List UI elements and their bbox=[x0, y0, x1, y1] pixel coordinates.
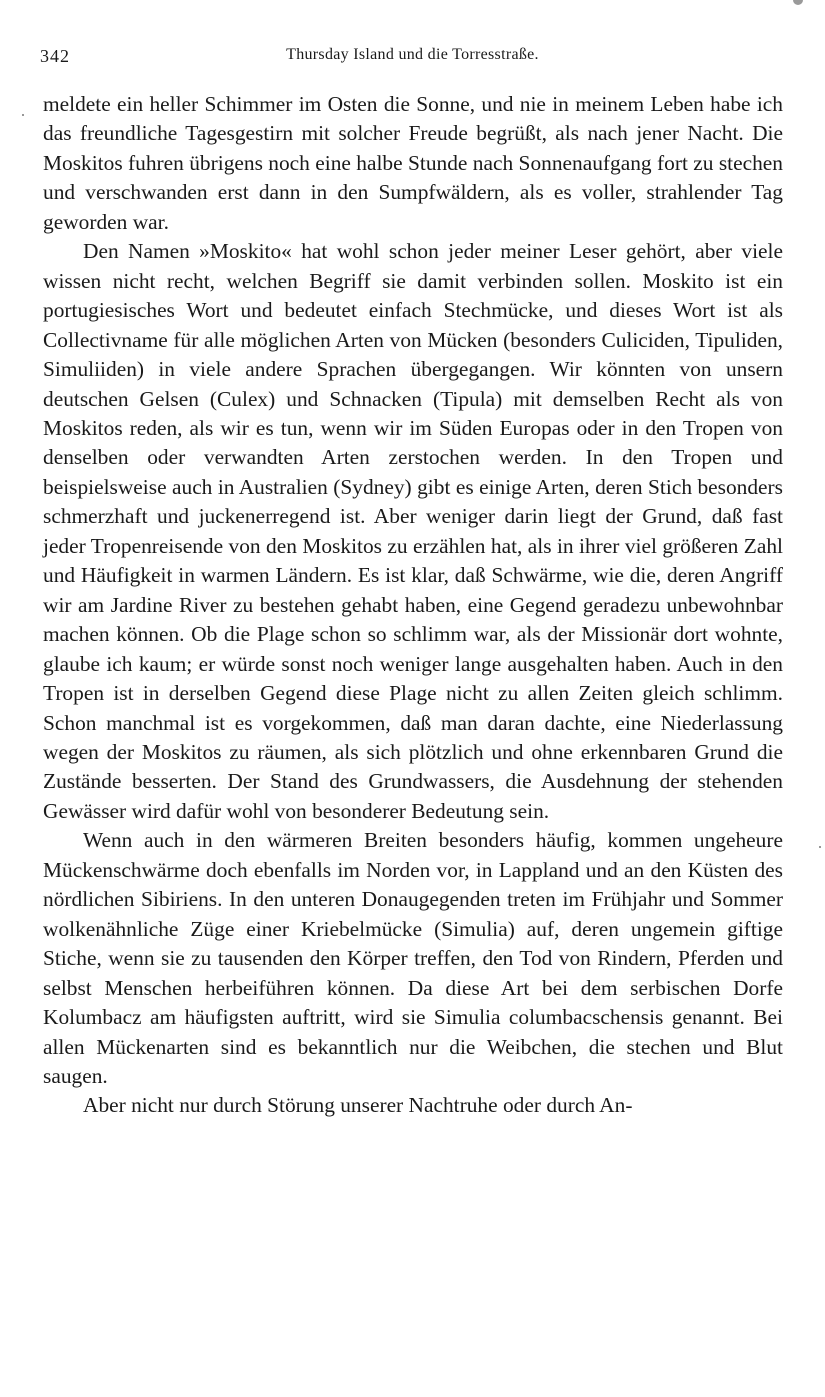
paragraph-3: Wenn auch in den wärmeren Breiten besonders häufig, kommen ungeheure Mückenschwärme doch ebenfalls im Norden vor, in Lappland und an den Küsten des nördlichen Sibiriens. In den unteren Donaugegenden treten im Frühjahr und Sommer wolkenähnliche Züge einer Kriebelmücke (Simulia) auf, deren ungemein giftige Stiche, wenn sie zu tausenden den Körper treffen, den Tod von Rindern, Pferden und selbst Menschen herbeiführen können. Da diese Art bei dem serbischen Dorfe Kolumbacz am häufigsten auftritt, wird sie Simulia columbacschensis genannt. Bei allen Mückenarten sind es bekanntlich nur die Weibchen, die stechen und Blut saugen. bbox=[43, 828, 783, 1088]
print-speck bbox=[819, 846, 821, 848]
print-speck bbox=[22, 114, 24, 116]
paragraph-1: meldete ein heller Schimmer im Osten die Sonne, und nie in meinem Leben habe ich das freundliche Tagesgestirn mit solcher Freude begrüßt, als nach jener Nacht. Die Moskitos fuhren übrigens noch eine halbe Stunde nach Sonnenaufgang fort zu stechen und verschwanden erst dann in den Sumpfwäldern, als es voller, strahlender Tag geworden war. bbox=[43, 92, 783, 234]
page-corner-mark bbox=[793, 0, 803, 5]
paragraph-2: Den Namen »Moskito« hat wohl schon jeder meiner Leser gehört, aber viele wissen nicht recht, welchen Begriff sie damit verbinden sollen. Moskito ist ein portugiesisches Wort und bedeutet einfach Stechmücke, und dieses Wort ist als Collectivname für alle möglichen Arten von Mücken (besonders Culiciden, Tipuliden, Simuliiden) in viele andere Sprachen übergegangen. Wir könnten von unsern deutschen Gelsen (Culex) und Schnacken (Tipula) mit demselben Recht als von Moskitos reden, als wir es tun, wenn wir im Süden Europas oder in den Tropen von denselben oder verwandten Arten zerstochen werden. In den Tropen und beispielsweise auch in Australien (Sydney) gibt es einige Arten, deren Stich besonders schmerzhaft und juckenerregend ist. Aber weniger darin liegt der Grund, daß fast jeder Tropenreisende von den Moskitos zu erzählen hat, als in ihrer viel größeren Zahl und Häufigkeit in warmen Ländern. Es ist klar, daß Schwärme, wie die, deren Angriff wir am Jardine River zu bestehen gehabt haben, eine Gegend geradezu unbewohnbar machen können. Ob die Plage schon so schlimm war, als der Missionär dort wohnte, glaube ich kaum; er würde sonst noch weniger lange ausgehalten haben. Auch in den Tropen ist in derselben Gegend diese Plage nicht zu allen Zeiten gleich schlimm. Schon manchmal ist es vorgekommen, daß man daran dachte, eine Niederlassung wegen der Moskitos zu räumen, als sich plötzlich und ohne erkennbaren Grund die Zustände besserten. Der Stand des Grundwassers, die Ausdehnung der stehenden Gewässer wird dafür wohl von besonderer Bedeutung sein. bbox=[43, 239, 783, 823]
paragraph-4: Aber nicht nur durch Störung unserer Nachtruhe oder durch An- bbox=[83, 1093, 633, 1118]
page-header bbox=[40, 46, 785, 70]
body-text bbox=[43, 90, 783, 1121]
page-number: 342 bbox=[40, 46, 70, 66]
running-title: Thursday Island und die Torresstraße. bbox=[286, 46, 539, 63]
